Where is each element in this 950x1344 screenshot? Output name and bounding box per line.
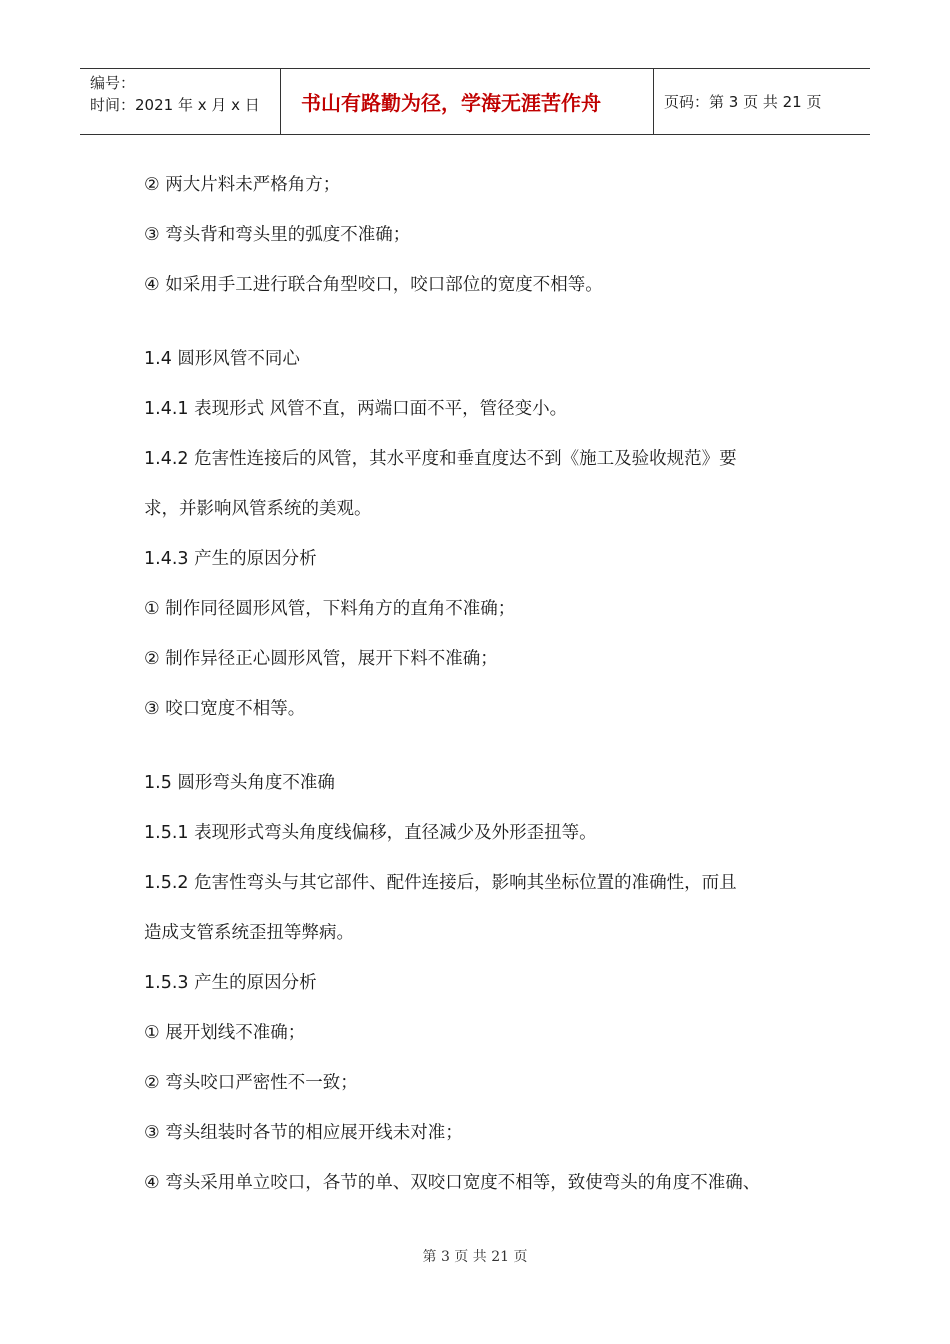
- body-line: 求，并影响风管系统的美观。: [144, 499, 372, 519]
- body-line: ② 制作异径正心圆形风管，展开下料不准确；: [144, 649, 498, 669]
- section-heading-1-5: 1.5 圆形弯头角度不准确: [144, 773, 335, 793]
- body-line: ③ 弯头背和弯头里的弧度不准确；: [144, 225, 411, 245]
- body-line: 1.5.3 产生的原因分析: [144, 973, 317, 993]
- page-footer: [0, 1246, 950, 1266]
- body-line: ③ 弯头组装时各节的相应展开线未对准；: [144, 1123, 463, 1143]
- header-page-cell: [654, 69, 870, 134]
- header-meta-cell: [80, 69, 281, 134]
- body-line: ③ 咬口宽度不相等。: [144, 699, 306, 719]
- page-header: [80, 68, 870, 135]
- body-line: 1.4.1 表现形式 风管不直，两端口面不平，管径变小。: [144, 399, 568, 419]
- body-line: ④ 如采用手工进行联合角型咬口，咬口部位的宽度不相等。: [144, 275, 603, 295]
- body-line: 1.4.2 危害性连接后的风管，其水平度和垂直度达不到《施工及验收规范》要: [144, 449, 737, 469]
- header-motto: 书山有路勤为径，学海无涯苦作舟: [301, 91, 601, 115]
- body-line: ① 展开划线不准确；: [144, 1023, 306, 1043]
- footer-page-number: 第 3 页 共 21 页: [422, 1249, 528, 1265]
- body-line: ① 制作同径圆形风管，下料角方的直角不准确；: [144, 599, 516, 619]
- header-page-info: 页码：第 3 页 共 21 页: [664, 93, 822, 111]
- body-line: ② 两大片料未严格角方；: [144, 175, 341, 195]
- document-date-label: 时间：2021 年 x 月 x 日: [90, 96, 260, 114]
- section-heading-1-4: 1.4 圆形风管不同心: [144, 349, 300, 369]
- document-number-label: 编号：: [90, 74, 136, 92]
- document-body: [144, 160, 824, 1208]
- body-line: ② 弯头咬口严密性不一致；: [144, 1073, 358, 1093]
- body-line: 1.5.2 危害性弯头与其它部件、配件连接后，影响其坐标位置的准确性，而且: [144, 873, 737, 893]
- body-line: 造成支管系统歪扭等弊病。: [144, 923, 354, 943]
- body-line: 1.4.3 产生的原因分析: [144, 549, 317, 569]
- body-line: 1.5.1 表现形式弯头角度线偏移，直径减少及外形歪扭等。: [144, 823, 597, 843]
- section-gap: [144, 734, 824, 758]
- body-line: ④ 弯头采用单立咬口，各节的单、双咬口宽度不相等，致使弯头的角度不准确、: [144, 1173, 761, 1193]
- section-gap: [144, 310, 824, 334]
- header-motto-cell: [281, 69, 654, 134]
